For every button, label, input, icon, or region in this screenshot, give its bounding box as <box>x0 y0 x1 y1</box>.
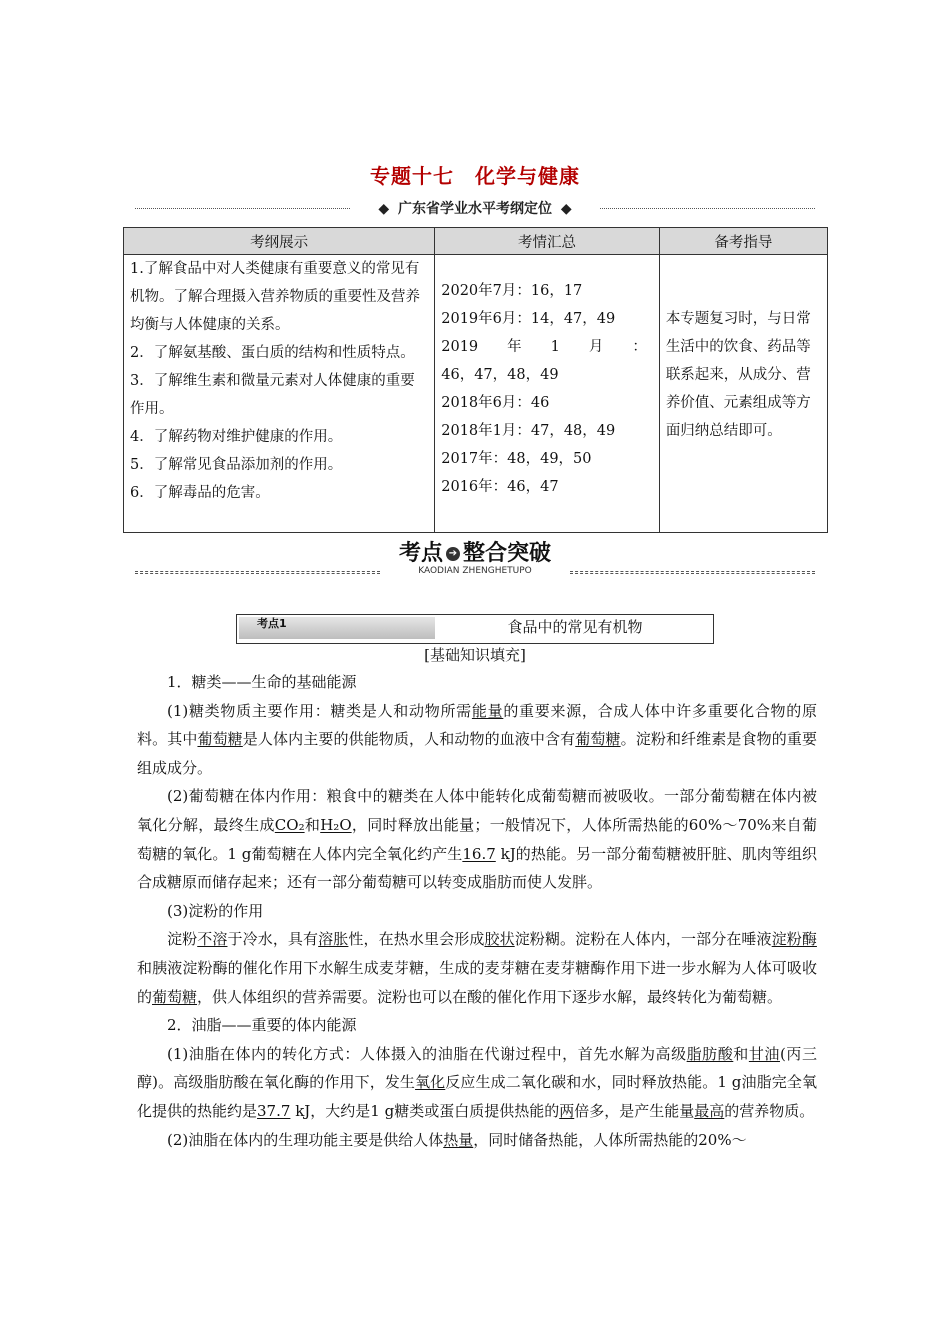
paragraph-5: (1)油脂在体内的转化方式：人体摄入的油脂在代谢过程中，首先水解为高级脂肪酸和甘油(丙三醇)。高级脂肪酸在氧化酶的作用下，发生氧化反应生成二氧化碳和水，同时释放热能。1 g油脂完全氧化提供的热能约是37.7 kJ，大约是1 g糖类或蛋白质提供热能的两倍多，是产生能量最高的营养物质。 <box>137 1044 817 1120</box>
section-right: 整合突破 <box>463 541 552 566</box>
outline-item: 5．了解常见食品添加剂的作用。 <box>130 457 343 473</box>
exam-item: 2018年6月：46 <box>441 395 550 411</box>
exam-item: 2019 年 1 月 ：46，47，48，49 <box>441 339 647 383</box>
section-sub <box>135 566 815 578</box>
paragraph-4: 淀粉不溶于冷水，具有溶胀性，在热水里会形成胶状淀粉糊。淀粉在人体内，一部分在唾液淀粉酶和胰液淀粉酶的催化作用下水解生成麦芽糖，生成的麦芽糖在麦芽糖酶作用下进一步水解为人体可吸收的葡萄糖，供人体组织的营养需要。淀粉也可以在酸的催化作用下逐步水解，最终转化为葡萄糖。 <box>137 930 817 1006</box>
exam-cell <box>435 255 660 533</box>
outline-item: 3．了解维生素和微量元素对人体健康的重要作用。 <box>130 373 415 417</box>
paragraph-2: (2)葡萄糖在体内作用：粮食中的糖类在人体中能转化成葡萄糖而被吸收。一部分葡萄糖在体内被氧化分解，最终生成CO₂和H₂O，同时释放出能量；一般情况下，人体所需热能的60%～70%来自葡萄糖的氧化。1 g葡萄糖在人体内完全氧化约产生16.7 kJ的热能。另一部分葡萄糖被肝脏、肌肉等组织合成糖原而储存起来；还有一部分葡萄糖可以转变成脂肪而使人发胖。 <box>137 787 818 892</box>
kaodian-box <box>236 614 714 644</box>
guidance-cell: 本专题复习时，与日常生活中的饮食、药品等联系起来，从成分、营养价值、元素组成等方面归纳总结即可。 <box>659 255 827 533</box>
body-text <box>137 668 817 1154</box>
outline-table <box>123 227 828 533</box>
subheading-text: 广东省学业水平考纲定位 <box>394 201 556 217</box>
kaodian-label: 食品中的常见有机物 <box>507 618 643 636</box>
exam-item: 2016年：46，47 <box>441 479 559 495</box>
col-header: 考纲展示 <box>124 228 435 255</box>
exam-item: 2020年7月：16，17 <box>441 283 583 299</box>
arrow-right-icon: ➔ <box>446 547 460 561</box>
outline-item: 6．了解毒品的危害。 <box>130 485 270 501</box>
paragraph-3: (3)淀粉的作用 <box>167 901 264 920</box>
heading-1: 1．糖类——生命的基础能源 <box>167 673 357 691</box>
section-sub-text: KAODIAN ZHENGHETUPO <box>414 566 536 576</box>
heading-2: 2．油脂——重要的体内能源 <box>167 1016 357 1035</box>
outline-item: 1.了解食品中对人类健康有重要意义的常见有机物。了解合理摄入营养物质的重要性及营养均衡与人体健康的关系。 <box>130 261 420 333</box>
section-bracket: [基础知识填充] <box>424 646 526 664</box>
section-left: 考点 <box>398 541 443 566</box>
kaodian-tag: 考点1 <box>239 617 435 639</box>
subheading: ◆ 广东省学业水平考纲定位 ◆ <box>135 198 815 220</box>
section-banner <box>0 536 950 567</box>
paragraph-1: (1)糖类物质主要作用：糖类是人和动物所需能量的重要来源，合成人体中许多重要化合物的原料。其中葡萄糖是人体内主要的供能物质，人和动物的血液中含有葡萄糖。淀粉和纤维素是食物的重要组成成分。 <box>137 701 817 777</box>
outline-item: 2．了解氨基酸、蛋白质的结构和性质特点。 <box>130 345 415 361</box>
outline-cell <box>124 255 435 533</box>
exam-item: 2017年：48，49，50 <box>441 451 592 467</box>
outline-item: 4．了解药物对维护健康的作用。 <box>130 429 343 445</box>
col-header: 备考指导 <box>659 228 827 255</box>
col-header: 考情汇总 <box>435 228 660 255</box>
exam-item: 2019年6月：14，47，49 <box>441 311 616 327</box>
exam-item: 2018年1月：47，48，49 <box>441 423 616 439</box>
paragraph-6: (2)油脂在体内的生理功能主要是供给人体热量，同时储备热能，人体所需热能的20%～ <box>167 1130 747 1149</box>
page-title: 专题十七 化学与健康 <box>370 164 580 188</box>
